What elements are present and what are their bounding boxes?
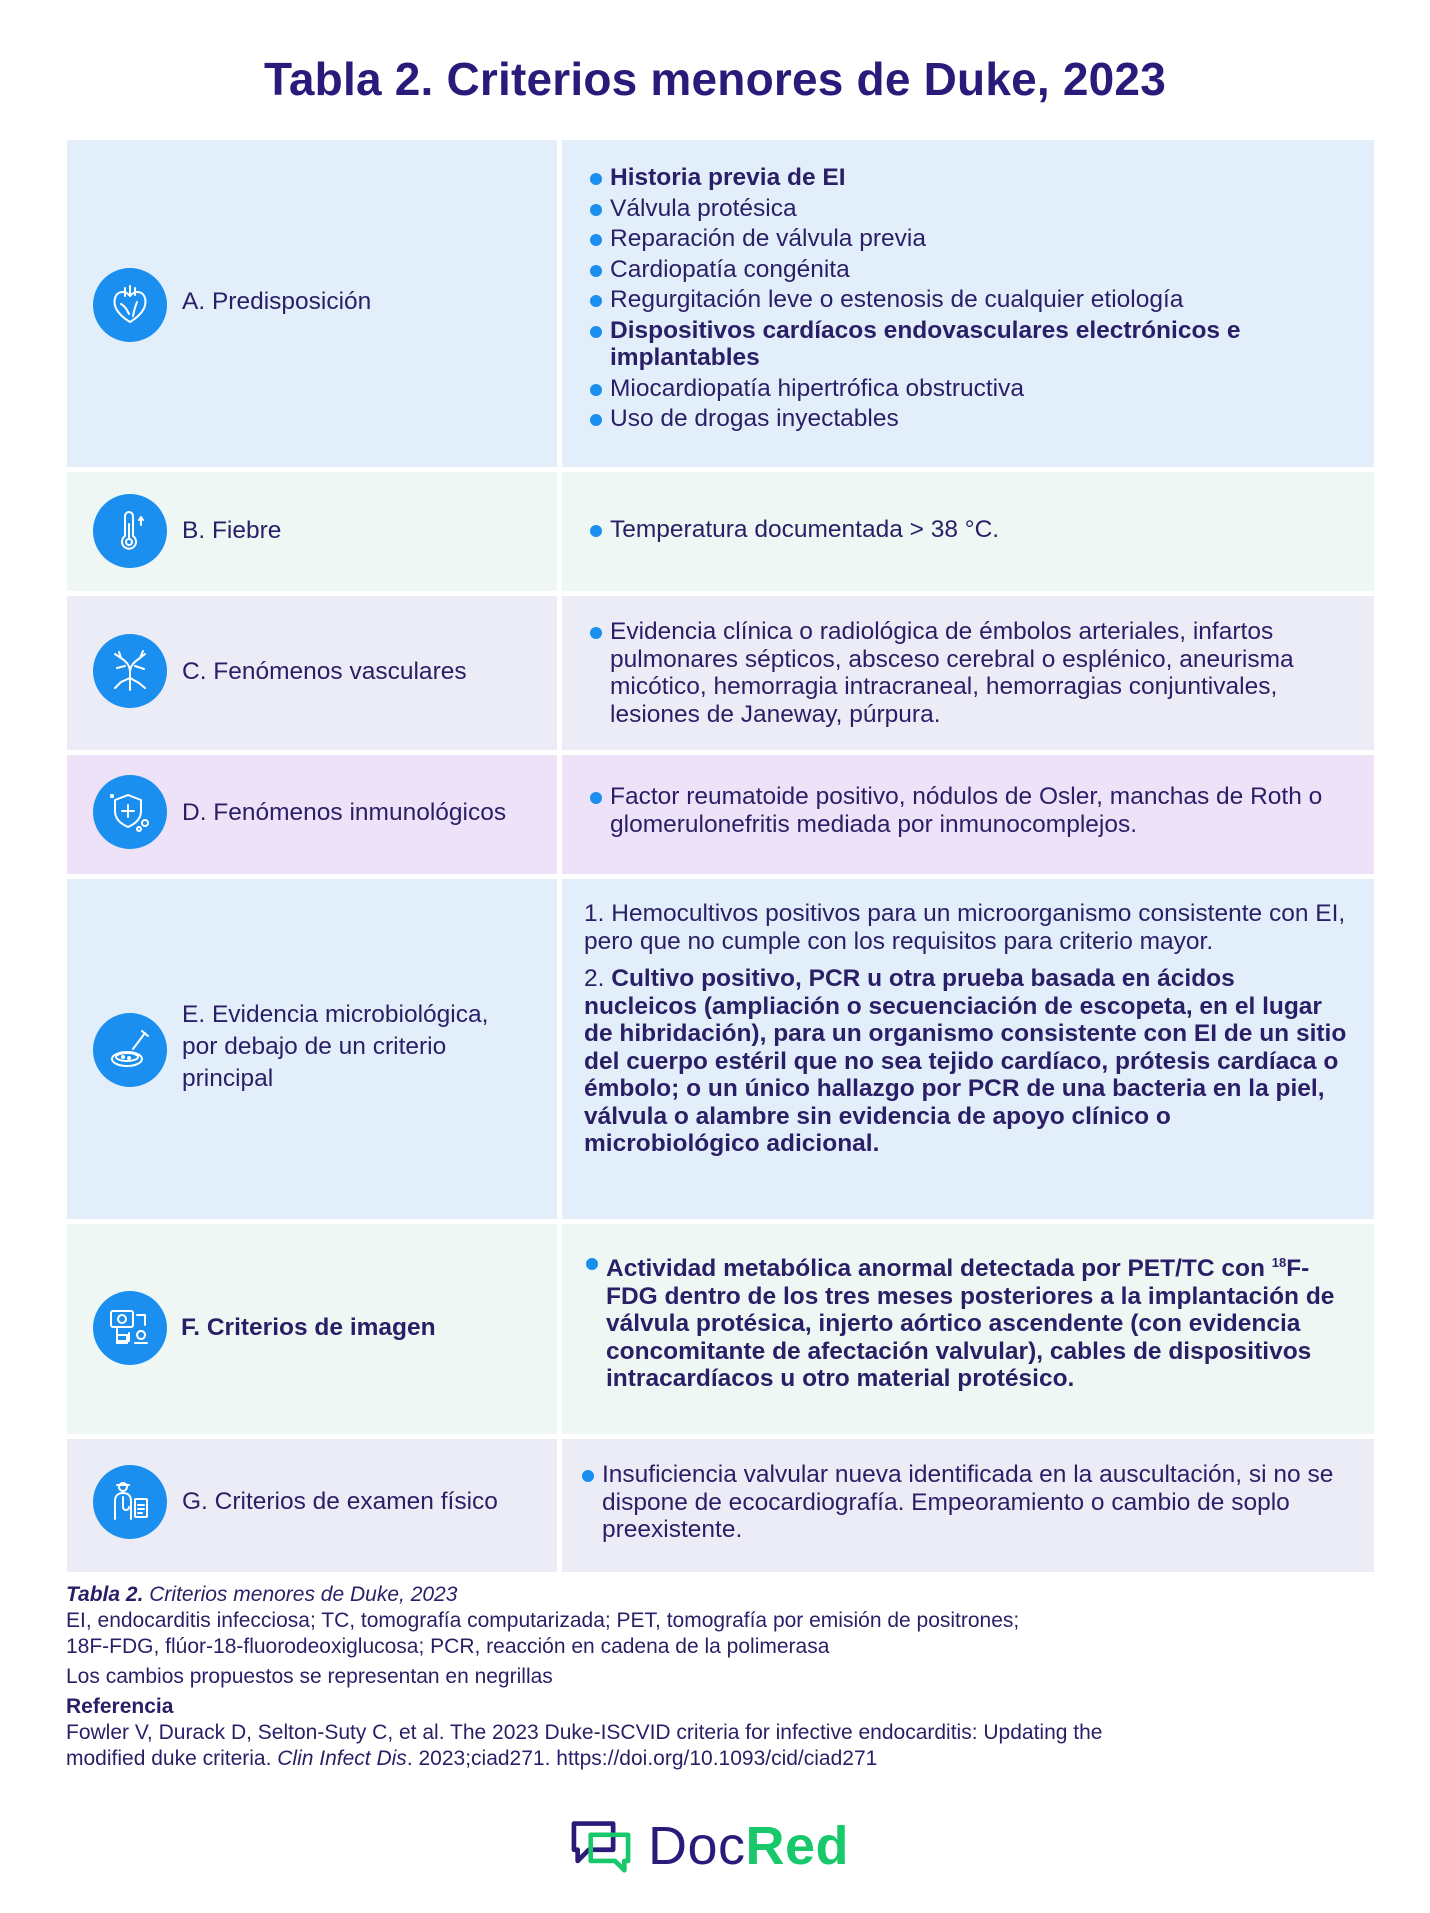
list-item: Válvula protésica <box>590 195 1348 223</box>
row-content <box>562 140 1374 467</box>
numbered-item <box>584 900 1348 955</box>
logo-text-doc: Doc <box>648 1816 746 1876</box>
list-item: Factor reumatoide positivo, nódulos de Osler, manchas de Roth o glomerulonefritis mediada por inmunocomplejos. <box>590 783 1348 838</box>
table-row <box>67 596 1374 755</box>
imaging-scan-icon <box>93 1291 167 1365</box>
row-content <box>562 1439 1374 1572</box>
list-item: Historia previa de EI <box>590 164 1348 192</box>
blood-vessels-icon <box>93 634 167 708</box>
row-label: E. Evidencia microbiológica, por debajo de un criterio principal <box>182 1001 489 1092</box>
list-item: Dispositivos cardíacos endovasculares electrónicos e implantables <box>590 317 1348 372</box>
petri-dish-icon <box>93 1013 167 1087</box>
page-title: Tabla 2. Criterios menores de Duke, 2023 <box>264 53 1166 105</box>
list-item: Insuficiencia valvular nueva identificada en la auscultación, si no se dispone de ecocardiografía. Empeoramiento o cambio de soplo preexistente. <box>582 1461 1348 1544</box>
numbered-item <box>584 965 1348 1158</box>
physical-exam-icon <box>93 1465 167 1539</box>
chat-bubbles-icon <box>566 1818 636 1874</box>
list-item: Evidencia clínica o radiológica de émbolos arteriales, infartos pulmonares sépticos, absceso cerebral o esplénico, aneurisma micótico, hemorragia intracraneal, hemorragias conjuntivales, lesiones de Janeway, púrpura. <box>590 618 1348 728</box>
table-row <box>67 755 1374 879</box>
logo-text-red: Red <box>745 1816 850 1876</box>
row-label: F. Criterios de imagen <box>181 1314 436 1341</box>
reference-text: Fowler V, Durack D, Selton-Suty C, et al. The 2023 Duke-ISCVID criteria for infective endocarditis: Updating the <box>66 1721 1103 1744</box>
criteria-list <box>590 164 1348 433</box>
table-row <box>67 879 1374 1224</box>
reference-heading: Referencia <box>66 1695 174 1718</box>
docred-logo <box>566 1816 886 1876</box>
list-item: Miocardiopatía hipertrófica obstructiva <box>590 375 1348 403</box>
row-content <box>562 755 1374 874</box>
list-item: Regurgitación leve o estenosis de cualquier etiología <box>590 286 1348 314</box>
table-row <box>67 472 1374 596</box>
row-label: A. Predisposición <box>182 288 372 315</box>
caption-label: Tabla 2. <box>66 1583 144 1606</box>
reference-text: modified duke criteria. Clin Infect Dis. 2023;ciad271. https://doi.org/10.1093/cid/ciad271 <box>66 1747 878 1770</box>
list-item: Uso de drogas inyectables <box>590 405 1348 433</box>
item-text: Hemocultivos positivos para un microorganismo consistente con EI, pero que no cumple con los requisitos para criterio mayor. <box>584 900 1346 955</box>
heart-anatomy-icon <box>93 268 167 342</box>
criteria-list <box>582 1461 1348 1544</box>
list-item: Actividad metabólica anormal detectada por PET/TC con $^{18}$F-FDG dentro de los tres meses posteriores a la implantación de válvula protésica, injerto aórtico ascendente (con evidencia concomitante de afectación valvular), cables de dispositivos intracardíacos u otro material protésico. <box>586 1249 1348 1393</box>
abbreviations: EI, endocarditis infecciosa; TC, tomografía computarizada; PET, tomografía por emisión de positrones; <box>66 1609 1020 1632</box>
list-item: Temperatura documentada > 38 °C. <box>590 516 1348 544</box>
table-row <box>67 1224 1374 1439</box>
table-row <box>67 140 1374 472</box>
row-label: G. Criterios de examen físico <box>182 1488 498 1515</box>
row-content <box>562 596 1374 750</box>
row-label: C. Fenómenos vasculares <box>182 658 467 685</box>
abbreviations: 18F-FDG, flúor-18-fluorodeoxiglucosa; PCR, reacción en cadena de la polimerasa <box>66 1635 830 1658</box>
criteria-list <box>590 783 1348 838</box>
thermometer-icon <box>93 494 167 568</box>
criteria-list <box>590 516 1348 544</box>
immune-shield-icon <box>93 775 167 849</box>
list-item: Reparación de válvula previa <box>590 225 1348 253</box>
table-footnote <box>66 1582 1366 1772</box>
criteria-list <box>590 618 1348 728</box>
row-content <box>562 472 1374 591</box>
row-label: D. Fenómenos inmunológicos <box>182 799 507 826</box>
caption-text: Criterios menores de Duke, 2023 <box>143 1583 458 1606</box>
row-content <box>562 879 1374 1219</box>
journal-name: Clin Infect Dis <box>277 1747 407 1770</box>
item-text: Cultivo positivo, PCR u otra prueba basada en ácidos nucleicos (ampliación o secuenciación de escopeta, en el lugar de hibridación), para un organismo consistente con EI de un sitio del cuerpo estéril que no sea tejido cardíaco, prótesis cardíaca o émbolo; o un único hallazgo por PCR de una bacteria en la piel, válvula o alambre sin evidencia de apoyo clínico o microbiológico adicional. <box>584 965 1347 1157</box>
row-content <box>562 1224 1374 1434</box>
criteria-list <box>586 1249 1348 1393</box>
criteria-table <box>67 140 1374 1572</box>
bold-note: Los cambios propuestos se representan en negrillas <box>66 1665 553 1688</box>
row-label: B. Fiebre <box>182 517 282 544</box>
item-number: 1. <box>584 900 605 927</box>
table-row <box>67 1439 1374 1572</box>
item-number: 2. <box>584 965 605 992</box>
list-item: Cardiopatía congénita <box>590 256 1348 284</box>
